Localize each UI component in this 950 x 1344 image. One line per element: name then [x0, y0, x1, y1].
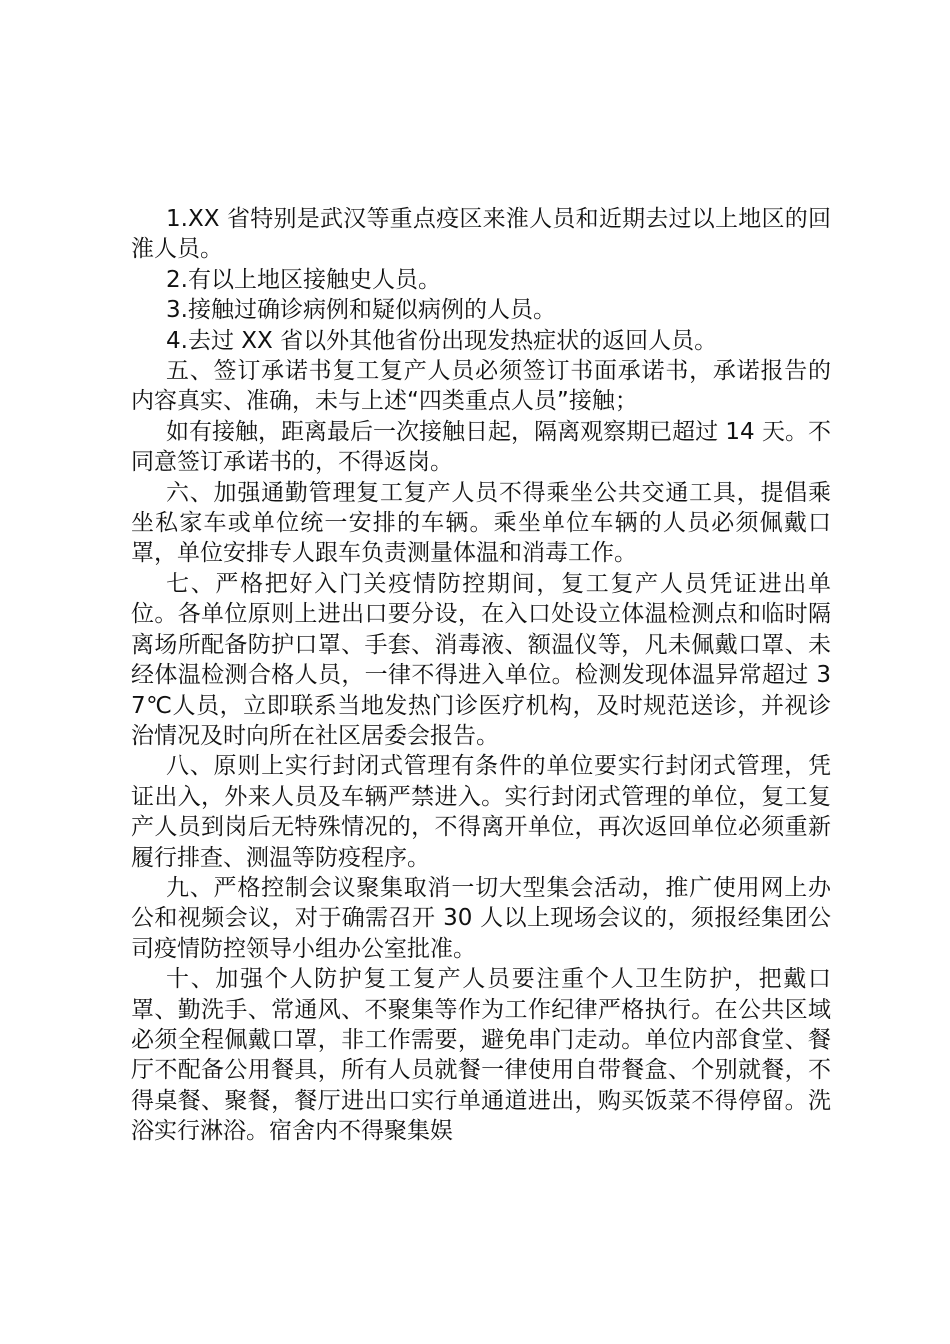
paragraph-section-5: 五、签订承诺书复工复产人员必须签订书面承诺书，承诺报告的内容真实、准确，未与上述“四类重点人员”接触；	[131, 358, 831, 415]
paragraph-item-3: 3.接触过确诊病例和疑似病例的人员。	[166, 297, 556, 324]
document-body	[131, 204, 831, 1147]
paragraph-item-1: 1.XX 省特别是武汉等重点疫区来淮人员和近期去过以上地区的回淮人员。	[131, 206, 831, 263]
paragraph-section-7: 七、严格把好入门关疫情防控期间，复工复产人员凭证进出单位。各单位原则上进出口要分设，在入口处设立体温检测点和临时隔离场所配备防护口罩、手套、消毒液、额温仪等，凡未佩戴口罩、未经体温检测合格人员，一律不得进入单位。检测发现体温异常超过 37℃人员，立即联系当地发热门诊医疗机构，及时规范送诊，并视诊治情况及时向所在社区居委会报告。	[131, 570, 831, 749]
paragraph-section-5-continued: 如有接触，距离最后一次接触日起，隔离观察期已超过 14 天。不同意签订承诺书的，不得返岗。	[131, 418, 831, 476]
paragraph-section-8: 八、原则上实行封闭式管理有条件的单位要实行封闭式管理，凭证出入，外来人员及车辆严禁进入。实行封闭式管理的单位，复工复产人员到岗后无特殊情况的，不得离开单位，再次返回单位必须重新履行排查、测温等防疫程序。	[131, 753, 831, 871]
paragraph-item-2: 2.有以上地区接触史人员。	[166, 266, 441, 293]
paragraph-section-9: 九、严格控制会议聚集取消一切大型集会活动，推广使用网上办公和视频会议，对于确需召开 30 人以上现场会议的，须报经集团公司疫情防控领导小组办公室批准。	[131, 874, 831, 962]
paragraph-item-4: 4.去过 XX 省以外其他省份出现发热症状的返回人员。	[166, 327, 718, 354]
paragraph-section-6: 六、加强通勤管理复工复产人员不得乘坐公共交通工具，提倡乘坐私家车或单位统一安排的车辆。乘坐单位车辆的人员必须佩戴口罩，单位安排专人跟车负责测量体温和消毒工作。	[131, 479, 831, 567]
paragraph-section-10: 十、加强个人防护复工复产人员要注重个人卫生防护，把戴口罩、勤洗手、常通风、不聚集等作为工作纪律严格执行。在公共区域必须全程佩戴口罩，非工作需要，避免串门走动。单位内部食堂、餐厅不配备公用餐具，所有人员就餐一律使用自带餐盒、个别就餐，不得桌餐、聚餐，餐厅进出口实行单通道进出，购买饭菜不得停留。洗浴实行淋浴。宿舍内不得聚集娱	[131, 966, 831, 1145]
